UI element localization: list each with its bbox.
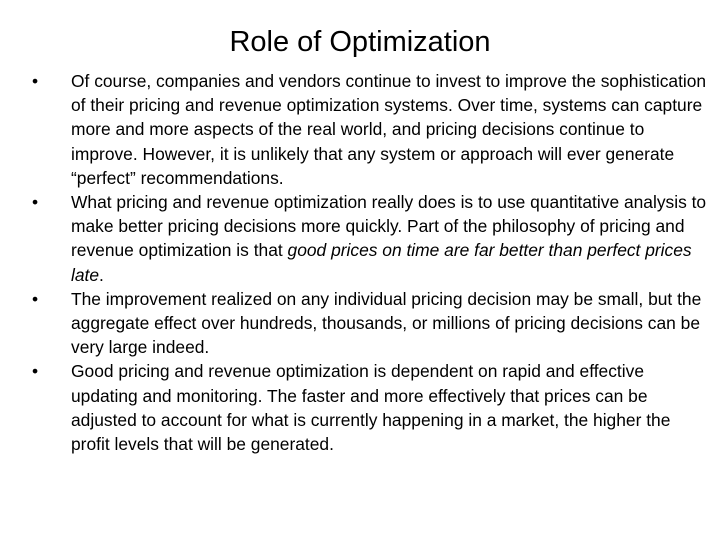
bullet-marker: • [31,361,39,382]
bullet-text-2-end: . [99,264,104,285]
bullet-item-2 [28,190,708,287]
bullet-item-1 [28,69,708,190]
bullet-marker: • [31,288,39,309]
bullet-item-3 [28,287,708,360]
bullet-text-2-emphasis: good prices on time are far better than perfect prices late [71,240,692,285]
bullet-text-2-start: What pricing and revenue optimization really does is to use quantitative analysis to make better pricing decisions more quickly. Part of the philosophy of pricing and revenue optimization is that [71,192,707,261]
bullet-marker: • [31,71,39,91]
bullet-text-4: Good pricing and revenue optimization is dependent on rapid and effective updating and monitoring. The faster and more effectively that prices can be adjusted to account for what is currently happening in a market, the higher the profit levels that will be generated. [71,361,671,455]
bullet-text-1: Of course, companies and vendors continue to invest to improve the sophistication of their pricing and revenue optimization systems. Over time, systems can capture more and more aspects of the real world, and pricing decisions continue to improve. However, it is unlikely that any system or approach will ever generate “perfect” recommendations. [71,71,707,188]
bullet-marker: • [31,192,39,213]
slide-title: Role of Optimization [229,26,491,58]
bullet-list [28,69,708,456]
bullet-text-3: The improvement realized on any individual pricing decision may be small, but the aggregate effect over hundreds, thousands, or millions of pricing decisions can be very large indeed. [71,288,702,358]
bullet-item-4 [28,359,708,456]
